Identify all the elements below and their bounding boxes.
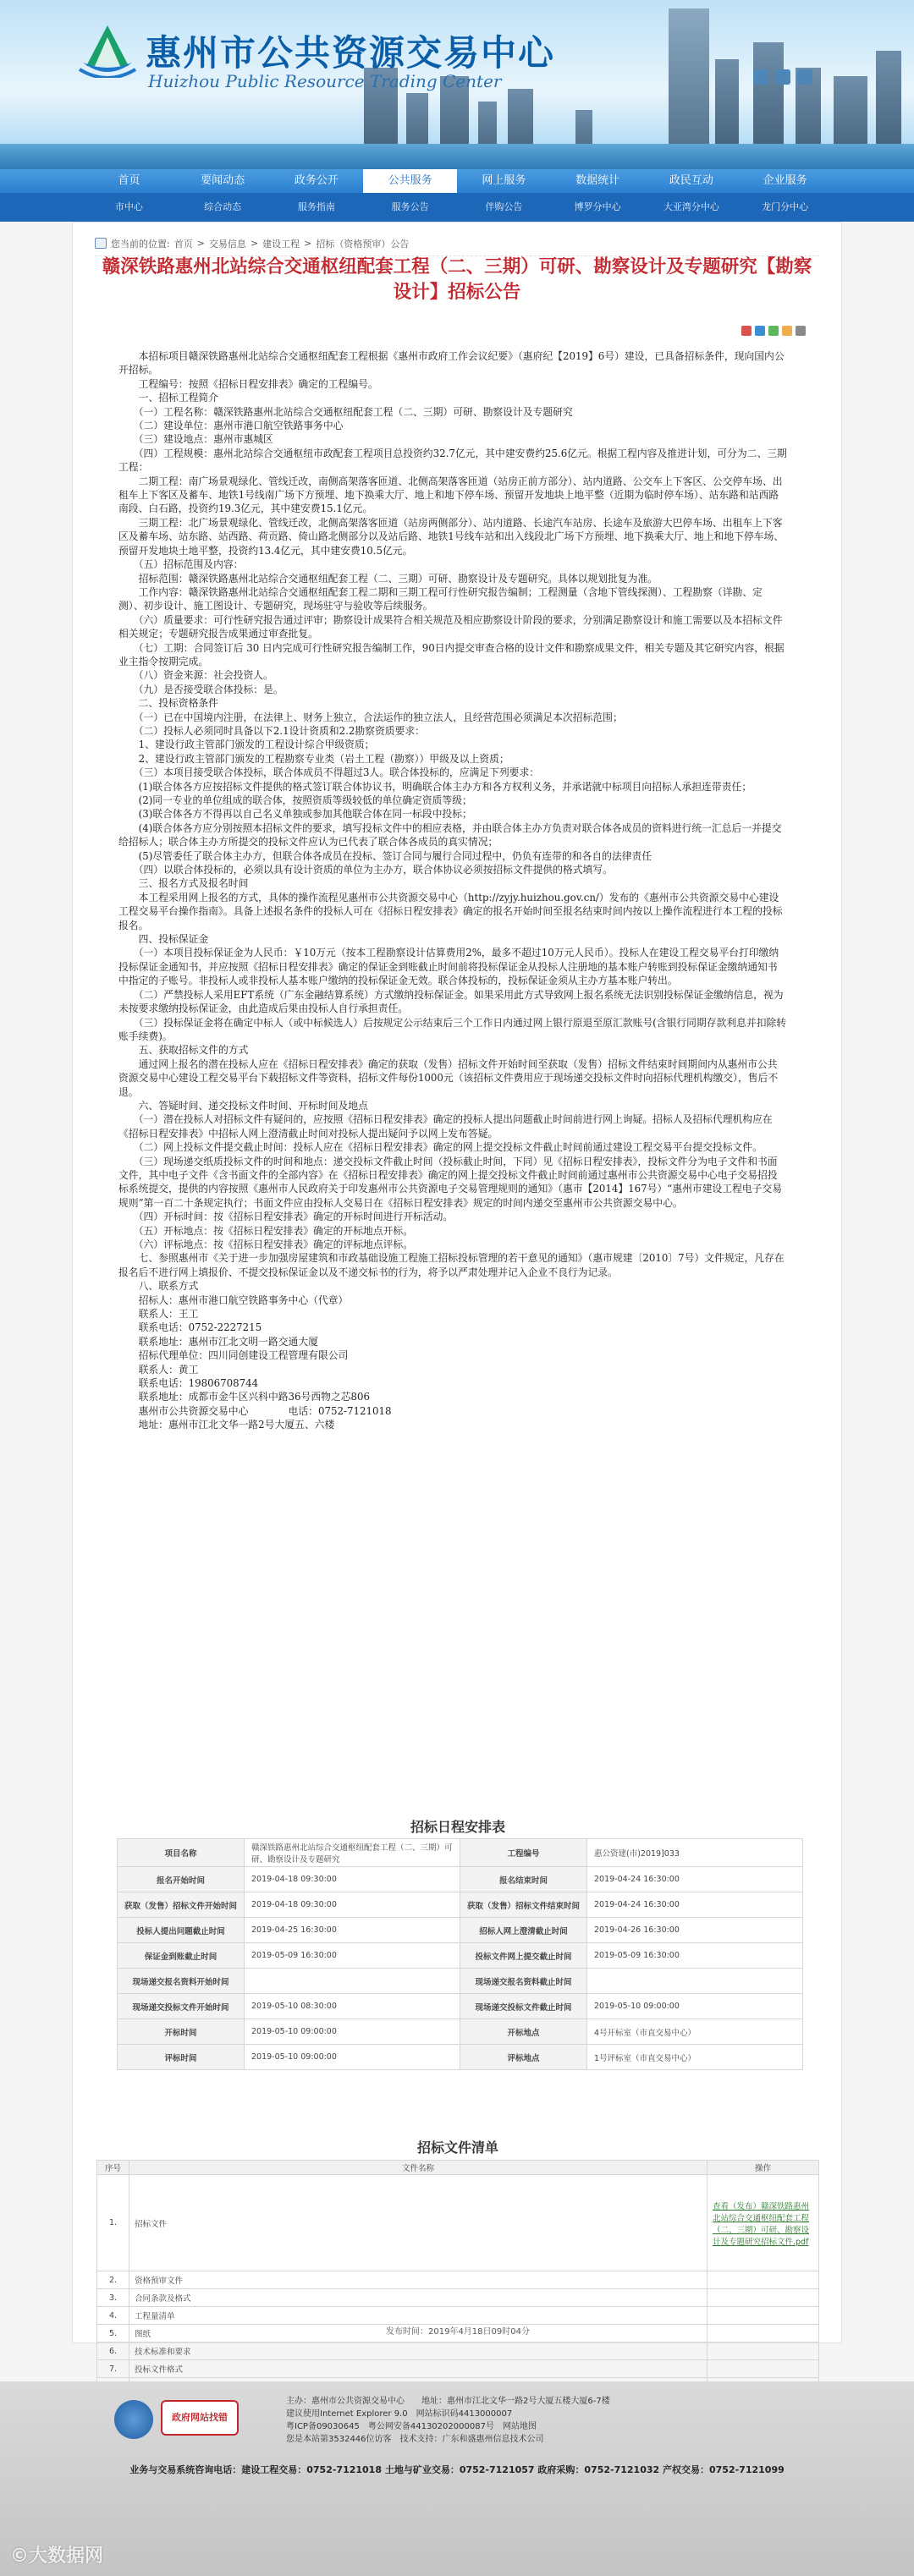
schedule-label: 获取（发售）招标文件开始时间 [118, 1892, 245, 1918]
file-index: 1. [97, 2175, 129, 2271]
files-row [97, 2360, 819, 2378]
files-header-no: 序号 [97, 2161, 129, 2175]
file-index: 2. [97, 2271, 129, 2289]
file-index: 5. [97, 2325, 129, 2343]
notice-paragraph: 联系电话：19806708744 [118, 1377, 259, 1390]
schedule-row [118, 1839, 803, 1867]
file-download-link [708, 2271, 819, 2289]
schedule-row [118, 1918, 803, 1943]
notice-paragraph: （四）工程规模：惠州北站综合交通枢纽市政配套工程项目总投资约32.7亿元，其中建安费约25.6亿元。根据工程内容及推进计划，可分为二、三期工程： [118, 447, 787, 474]
schedule-label: 现场递交投标文件开始时间 [118, 1994, 245, 2019]
error-report-badge[interactable]: 政府网站找错 [161, 2400, 239, 2436]
schedule-value: 2019-04-25 16:30:00 [245, 1918, 460, 1943]
schedule-value: 2019-04-26 16:30:00 [587, 1918, 803, 1943]
subnav-item[interactable]: 龙门分中心 [762, 201, 809, 212]
notice-paragraph: (5)尽管委任了联合体主办方，但联合体各成员在投标、签订合同与履行合同过程中，仍负有连带的和各自的法律责任 [118, 849, 652, 862]
nav-item-news[interactable]: 要闻动态 [201, 174, 245, 187]
schedule-label: 项目名称 [118, 1839, 245, 1867]
notice-paragraph: 通过网上报名的潜在投标人应在《招标日程安排表》确定的获取（发售）招标文件开始时间至获取（发售）招标文件结束时间期间内从惠州市公共资源交易中心建设工程交易平台下载招标文件等资料，招标文件每份1000元（该招标文件费用应于现场递交投标文件时向招标代理机构缴交），售后不退。 [118, 1057, 779, 1098]
watermark: ©大数据网 [10, 2546, 104, 2567]
notice-paragraph: 三、报名方式及报名时间 [118, 877, 249, 890]
schedule-value [587, 1969, 803, 1994]
schedule-label: 评标时间 [118, 2045, 245, 2070]
subnav-item[interactable]: 市中心 [114, 201, 143, 212]
notice-paragraph: 二期工程：南广场景观绿化、管线迁改，南侧高架落客匝道、北侧高架落客匝道（站房正前方部分）、站内道路、公交车上下客区、公交停车场、出租车上下客区及蓄车、地铁1号线南广场下方预埋、地下换乘大厅、地上和地下停车场、预留开发地块上地平整（近期为临时停车场）、站东路和站西路南段、白石路，投资约19.3亿元，其中建安费15.1亿元。 [118, 475, 783, 515]
notice-paragraph: 联系地址：惠州市江北文明一路交通大厦 [118, 1335, 318, 1348]
schedule-value: 惠公资建(市)2019]033 [587, 1839, 803, 1867]
file-name: 图纸 [129, 2325, 708, 2343]
files-header-action: 操作 [708, 2161, 819, 2175]
schedule-label: 投标人提出问题截止时间 [118, 1918, 245, 1943]
notice-paragraph: （一）已在中国境内注册，在法律上、财务上独立，合法运作的独立法人，且经营范围必须满足本次招标范围； [118, 711, 623, 723]
weibo-share-icon[interactable] [741, 326, 752, 336]
favorite-icon[interactable] [775, 69, 790, 85]
subnav-item[interactable]: 综合动态 [204, 201, 242, 212]
notice-paragraph: （三）投标保证金将在确定中标人（或中标候选人）后按规定公示结束后三个工作日内通过网上银行原退至原汇款账号(含银行同期存款利息并扣除转账手续费)。 [118, 1016, 787, 1042]
notice-paragraph: 本工程采用网上报名的方式，具体的操作流程见惠州市公共资源交易中心（http://zyjy.huizhou.gov.cn/）发布的《惠州市公共资源交易中心建设工程交易平台操作指南》。具备上述报名条件的投标人可在《招标日程安排表》确定的报名开始时间至报名结束时间内按以上操作流程进行本工程的投标报名。 [118, 891, 783, 931]
schedule-label: 现场递交报名资料开始时间 [118, 1969, 245, 1994]
notice-paragraph: 2、建设行政主管部门颁发的工程勘察专业类（岩土工程（勘察））甲级及以上资质； [118, 752, 509, 765]
schedule-label: 现场递交报名资料截止时间 [460, 1969, 587, 1994]
file-name: 资格预审文件 [129, 2271, 708, 2289]
file-index: 3. [97, 2289, 129, 2307]
breadcrumb [95, 231, 819, 256]
files-row [97, 2271, 819, 2289]
page-title: 赣深铁路惠州北站综合交通枢纽配套工程（二、三期）可研、勘察设计及专题研究【勘察设计】招标公告 [102, 256, 812, 303]
subnav-item[interactable]: 服务指南 [297, 201, 335, 212]
footer-line: 主办：惠州市公共资源交易中心 地址：惠州市江北文华一路2号大厦五楼大厦6-7楼 [286, 2397, 610, 2406]
notice-paragraph: （一）工程名称：赣深铁路惠州北站综合交通枢纽配套工程（二、三期）可研、勘察设计及专题研究 [118, 405, 573, 418]
footer-line: 粤ICP备09030645 粤公网安备44130202000087号 网站地图 [286, 2422, 537, 2431]
nav-item-public-service[interactable]: 公共服务 [363, 169, 457, 193]
files-row [97, 2307, 819, 2325]
contact-icon[interactable] [797, 69, 812, 85]
site-header [0, 0, 914, 169]
notice-body [118, 349, 787, 1432]
notice-paragraph: （一）本项目投标保证金为人民币：￥10万元（按本工程勘察设计估算费用2%，最多不超过10万元人民币）。投标人在建设工程交易平台打印缴纳投标保证金通知书，并应按照《招标日程安排表》确定的保证金到账截止时间前将投标保证金从投标人注册地的基本账户转账到投标保证金缴纳通知书中指定的子账号。非投标人或非投标人基本账户缴纳的投标保证金无效。联合体投标的，投标保证金须从主办方基本账户转出。 [118, 947, 779, 987]
notice-paragraph: 三期工程：北广场景观绿化、管线迁改，北侧高架落客匝道（站房两侧部分）、站内道路、长途汽车站房、长途车及旅游大巴停车场、出租车上下客区及蓄车场、站东路、站西路、荷贡路、倚山路北侧部分以及站后路、地铁1号线车站和出入线段北广场下方预埋、地下换乘大厅、地上和地下停车场、预留开发地块土地平整，投资约13.4亿元，其中建安费10.5亿元。 [118, 516, 785, 557]
nav-item-interaction[interactable]: 政民互动 [669, 174, 713, 187]
breadcrumb-separator: > [250, 238, 259, 249]
nav-item-online-service[interactable]: 网上服务 [482, 174, 526, 187]
notice-paragraph: 二、投标资格条件 [118, 697, 218, 710]
subnav-item[interactable]: 服务公告 [391, 201, 429, 212]
schedule-label: 保证金到账截止时间 [118, 1943, 245, 1969]
schedule-value: 2019-04-24 16:30:00 [587, 1892, 803, 1918]
sub-nav [0, 193, 914, 222]
notice-paragraph: 五、获取招标文件的方式 [118, 1044, 249, 1057]
notice-paragraph: （二）严禁投标人采用EFT系统（广东金融结算系统）方式缴纳投标保证金。如果采用此方式导致网上报名系统无法识别投标保证金缴纳信息，视为未按要求缴纳投标保证金，由此造成后果由投标人自行承担责任。 [118, 988, 784, 1015]
schedule-row [118, 1867, 803, 1892]
notice-paragraph: （三）现场递交纸质投标文件的时间和地点：递交投标文件截止时间（投标截止时间，下同）见《招标日程安排表》，投标文件分为电子文件和书面文件，其中电子文件《含书面文件的全部内容》在《招标日程安排表》确定的网上提交投标文件截止时间前通过惠州市公共资源交易中心电子交易招投标系统提交，提供的内容按照《惠州市人民政府关于印发惠州市公共资源电子交易管理规则的通知》（惠市【2014】167号）“惠州市建设工程电子交易规则”第一百二十条规定执行；书面文件应由投标人交易日在《招标日程安排表》规定的时间内递交至惠州市公共资源交易中心。 [118, 1155, 783, 1209]
notice-paragraph: (4)联合体各方应分别按照本招标文件的要求，填写投标文件中的相应表格，并由联合体主办方负责对联合体各成员的资料进行统一汇总后一并提交给招标人；联合体主办方所提交的投标文件应认为已代表了联合体各成员的真实情况； [118, 821, 782, 849]
publish-time: 发布时间：2019年4月18日09时04分 [386, 2327, 530, 2337]
breadcrumb-link-notice[interactable]: 招标（资格预审）公告 [316, 238, 410, 250]
schedule-label: 获取（发售）招标文件结束时间 [460, 1892, 587, 1918]
notice-paragraph: 联系地址：成都市金牛区兴科中路36号西物之芯806 [118, 1391, 371, 1403]
schedule-row [118, 1943, 803, 1969]
schedule-value: 2019-04-18 09:30:00 [245, 1867, 460, 1892]
notice-paragraph: (2)同一专业的单位组成的联合体，按照资质等级较低的单位确定资质等级； [118, 794, 472, 806]
footer-line: 您是本站第3532446位访客 技术支持：广东和盛惠州信息技术公司 [286, 2435, 544, 2444]
file-index: 4. [97, 2307, 129, 2325]
schedule-label: 开标时间 [118, 2019, 245, 2045]
notice-paragraph: （三）建设地点：惠州市惠城区 [118, 433, 273, 446]
home-icon[interactable] [753, 69, 768, 85]
breadcrumb-separator: > [304, 238, 312, 249]
notice-paragraph: 六、答疑时间、递交投标文件时间、开标时间及地点 [118, 1099, 368, 1112]
notice-paragraph: (3)联合体各方不得再以自己名义单独或参加其他联合体在同一标段中投标； [118, 808, 472, 821]
schedule-label: 报名开始时间 [118, 1867, 245, 1892]
schedule-value: 1号评标室（市直交易中心） [587, 2045, 803, 2070]
file-download-link [708, 2307, 819, 2325]
schedule-label: 投标文件网上提交截止时间 [460, 1943, 587, 1969]
subnav-item[interactable]: 伴购公告 [485, 201, 523, 212]
wechat-share-icon[interactable] [768, 326, 779, 336]
schedule-row [118, 1994, 803, 2019]
schedule-row [118, 1969, 803, 1994]
file-name: 合同条款及格式 [129, 2289, 708, 2307]
footer-info [286, 2395, 610, 2446]
subnav-item[interactable]: 博罗分中心 [574, 201, 621, 212]
file-name: 工程量清单 [129, 2307, 708, 2325]
files-title: 招标文件清单 [416, 2139, 498, 2156]
site-footer [0, 2381, 914, 2576]
breadcrumb-separator: > [196, 238, 205, 249]
notice-paragraph: 工作内容：赣深铁路惠州北站综合交通枢纽配套工程二期和三期工程可行性研究报告编制；工程测量（含地下管线探测）、工程勘察（详勘、定测）、初步设计、施工图设计、专题研究，现场驻守与验收等后续服务。 [118, 585, 763, 612]
breadcrumb-link-construction[interactable]: 建设工程 [262, 238, 300, 250]
schedule-label: 评标地点 [460, 2045, 587, 2070]
breadcrumb-link-trade-info[interactable]: 交易信息 [208, 238, 246, 250]
main-content [72, 222, 842, 2375]
schedule-value: 赣深铁路惠州北站综合交通枢纽配套工程（二、三期）可研、勘察设计及专题研究 [245, 1839, 460, 1867]
files-row [97, 2343, 819, 2360]
schedule-label: 现场递交投标文件截止时间 [460, 1994, 587, 2019]
nav-item-home[interactable]: 首页 [118, 174, 140, 187]
nav-item-statistics[interactable]: 数据统计 [575, 174, 620, 187]
schedule-value: 2019-05-10 08:30:00 [245, 1994, 460, 2019]
file-download-link [708, 2360, 819, 2378]
notice-paragraph: （八）资金来源：社会投资人。 [118, 669, 273, 682]
notice-paragraph: （三）本项目接受联合体投标，联合体成员不得超过3人。联合体投标的，应满足下列要求： [118, 766, 540, 779]
files-row [97, 2175, 819, 2271]
notice-paragraph: （二）投标人必须同时具备以下2.1设计资质和2.2勘察资质要求： [118, 724, 425, 737]
notice-paragraph: 招标人：惠州市港口航空铁路事务中心（代章） [118, 1293, 349, 1306]
nav-item-public-affairs[interactable]: 政务公开 [294, 174, 339, 187]
notice-paragraph: （二）建设单位：惠州市港口航空铁路事务中心 [118, 420, 344, 432]
schedule-value: 2019-05-10 09:00:00 [245, 2019, 460, 2045]
schedule-table [117, 1838, 803, 2070]
qq-share-icon[interactable] [755, 326, 765, 336]
notice-paragraph: （六）评标地点：按《招标日程安排表》确定的评标地点评标。 [118, 1239, 414, 1250]
notice-paragraph: 联系人：王工 [118, 1308, 199, 1321]
schedule-label: 报名结束时间 [460, 1867, 587, 1892]
header-icons [753, 69, 812, 85]
logo-icon [78, 22, 137, 78]
notice-paragraph: 惠州市公共资源交易中心 电话：0752-7121018 [118, 1404, 392, 1417]
notice-paragraph: （七）工期：合同签订后 30 日内完成可行性研究报告编制工作，90日内提交审查合格的设计文件和勘察成果文件，相关专题及其它研究内容，根据业主指令按期完成。 [118, 641, 785, 667]
schedule-value: 2019-05-10 09:00:00 [587, 1994, 803, 2019]
notice-paragraph: 1、建设行政主管部门颁发的工程设计综合甲级资质； [118, 739, 375, 751]
subnav-item[interactable]: 大亚湾分中心 [663, 201, 719, 212]
site-subtitle: Huizhou Public Resource Trading Center [148, 71, 502, 91]
more-share-icon[interactable] [796, 326, 806, 336]
breadcrumb-link-home[interactable]: 首页 [173, 238, 193, 250]
schedule-label: 开标地点 [460, 2019, 587, 2045]
nav-item-enterprise[interactable]: 企业服务 [763, 174, 807, 187]
file-download-link [708, 2343, 819, 2360]
notice-paragraph: （五）招标范围及内容： [118, 558, 244, 571]
schedule-label: 招标人网上澄清截止时间 [460, 1918, 587, 1943]
notice-paragraph: （九）是否接受联合体投标：是。 [118, 683, 284, 695]
notice-paragraph: （五）开标地点：按《招标日程安排表》确定的开标地点开标。 [118, 1224, 414, 1237]
schedule-row [118, 2019, 803, 2045]
notice-paragraph: （一）潜在投标人对招标文件有疑问的，应按照《招标日程安排表》确定的投标人提出问题截止时间前进行网上询疑。招标人及招标代理机构应在《招标日程安排表》中招标人网上澄清截止时间对投标人提出疑问予以网上发布答疑。 [118, 1113, 773, 1140]
schedule-value: 4号开标室（市直交易中心） [587, 2019, 803, 2045]
notice-paragraph: 七、参照惠州市《关于进一步加强房屋建筑和市政基础设施工程施工招标投标管理的若干意见的通知》（惠市规建〔2010〕7号）文件规定，凡存在报名后不进行网上填报价、不提交投标保证金以及不递交标书的行为，将予以严肃处理并记入企业不良行为记录。 [118, 1252, 785, 1278]
schedule-value: 2019-04-18 09:30:00 [245, 1892, 460, 1918]
schedule-title: 招标日程安排表 [410, 1819, 505, 1835]
schedule-value: 2019-05-10 09:00:00 [245, 2045, 460, 2070]
notice-paragraph: 工程编号：按照《招标日程安排表》确定的工程编号。 [118, 377, 378, 390]
schedule-value: 2019-05-09 16:30:00 [587, 1943, 803, 1969]
schedule-value: 2019-05-09 16:30:00 [245, 1943, 460, 1969]
qzone-share-icon[interactable] [782, 326, 792, 336]
file-download-link[interactable]: 查看（发布）赣深铁路惠州北站综合交通枢纽配套工程（二、三期）可研、勘察设计及专题研究招标文件.pdf [708, 2175, 819, 2271]
notice-paragraph: 四、投标保证金 [118, 933, 209, 946]
notice-paragraph: 八、联系方式 [118, 1280, 199, 1293]
notice-paragraph: 本招标项目赣深铁路惠州北站综合交通枢纽配套工程根据《惠州市政府工作会议纪要》（惠府纪【2019】6号）建设，已具备招标条件，现向国内公开招标。 [118, 350, 785, 376]
notice-paragraph: 招标范围：赣深铁路惠州北站综合交通枢纽配套工程（二、三期）可研、勘察设计及专题研究。具体以规划批复为准。 [118, 572, 658, 585]
notice-paragraph: 一、招标工程简介 [118, 392, 218, 404]
notice-paragraph: (1)联合体各方应按招标文件提供的格式签订联合体协议书，明确联合体主办方和各方权利义务，并承诺就中标项目向招标人承担连带责任； [118, 780, 752, 793]
file-download-link [708, 2289, 819, 2307]
files-row [97, 2289, 819, 2307]
files-table [96, 2160, 819, 2414]
breadcrumb-prefix: 您当前的位置: [111, 238, 170, 250]
footer-line: 建议使用Internet Explorer 9.0 网站标识码4413000007 [286, 2409, 513, 2419]
notice-paragraph: 招标代理单位：四川同创建设工程管理有限公司 [118, 1349, 349, 1362]
file-name: 投标文件格式 [129, 2360, 708, 2378]
notice-paragraph: 地址：惠州市江北文华一路2号大厦五、六楼 [118, 1419, 335, 1431]
home-icon [95, 238, 107, 249]
main-nav [0, 169, 914, 193]
footer-contacts: 业务与交易系统咨询电话：建设工程交易：0752-7121018 土地与矿业交易：0752-7121057 政府采购：0752-7121032 产权交易：0752-7121099 [129, 2464, 785, 2475]
notice-paragraph: 联系电话：0752-2227215 [118, 1321, 262, 1334]
share-bar [741, 326, 806, 336]
notice-paragraph: （六）质量要求：可行性研究报告通过评审；勘察设计成果符合相关规范及相应勘察设计阶段的要求，分别满足勘察设计和施工需要以及本招标文件相关规定；专题研究报告成果通过审查批复。 [118, 613, 783, 640]
schedule-value: 2019-04-24 16:30:00 [587, 1867, 803, 1892]
notice-paragraph: （四）开标时间：按《招标日程安排表》确定的开标时间进行开标活动。 [118, 1211, 454, 1223]
police-badge-icon[interactable] [114, 2400, 153, 2439]
files-header-name: 文件名称 [129, 2161, 708, 2175]
notice-paragraph: （二）网上投标文件提交截止时间：投标人应在《招标日程安排表》确定的网上提交投标文件截止时间前通过建设工程交易平台提交投标文件。 [118, 1141, 763, 1154]
schedule-label: 工程编号 [460, 1839, 587, 1867]
schedule-value [245, 1969, 460, 1994]
file-index: 6. [97, 2343, 129, 2360]
file-name: 技术标准和要求 [129, 2343, 708, 2360]
site-title: 惠州市公共资源交易中心 [146, 32, 556, 74]
file-index: 7. [97, 2360, 129, 2378]
file-name: 招标文件 [129, 2175, 708, 2271]
schedule-row [118, 1892, 803, 1918]
notice-paragraph: （四）以联合体投标的，必须以具有设计资质的单位为主办方，联合体协议必须按招标文件提供的格式填写。 [118, 864, 613, 876]
schedule-row [118, 2045, 803, 2070]
notice-paragraph: 联系人：黄工 [118, 1363, 199, 1376]
